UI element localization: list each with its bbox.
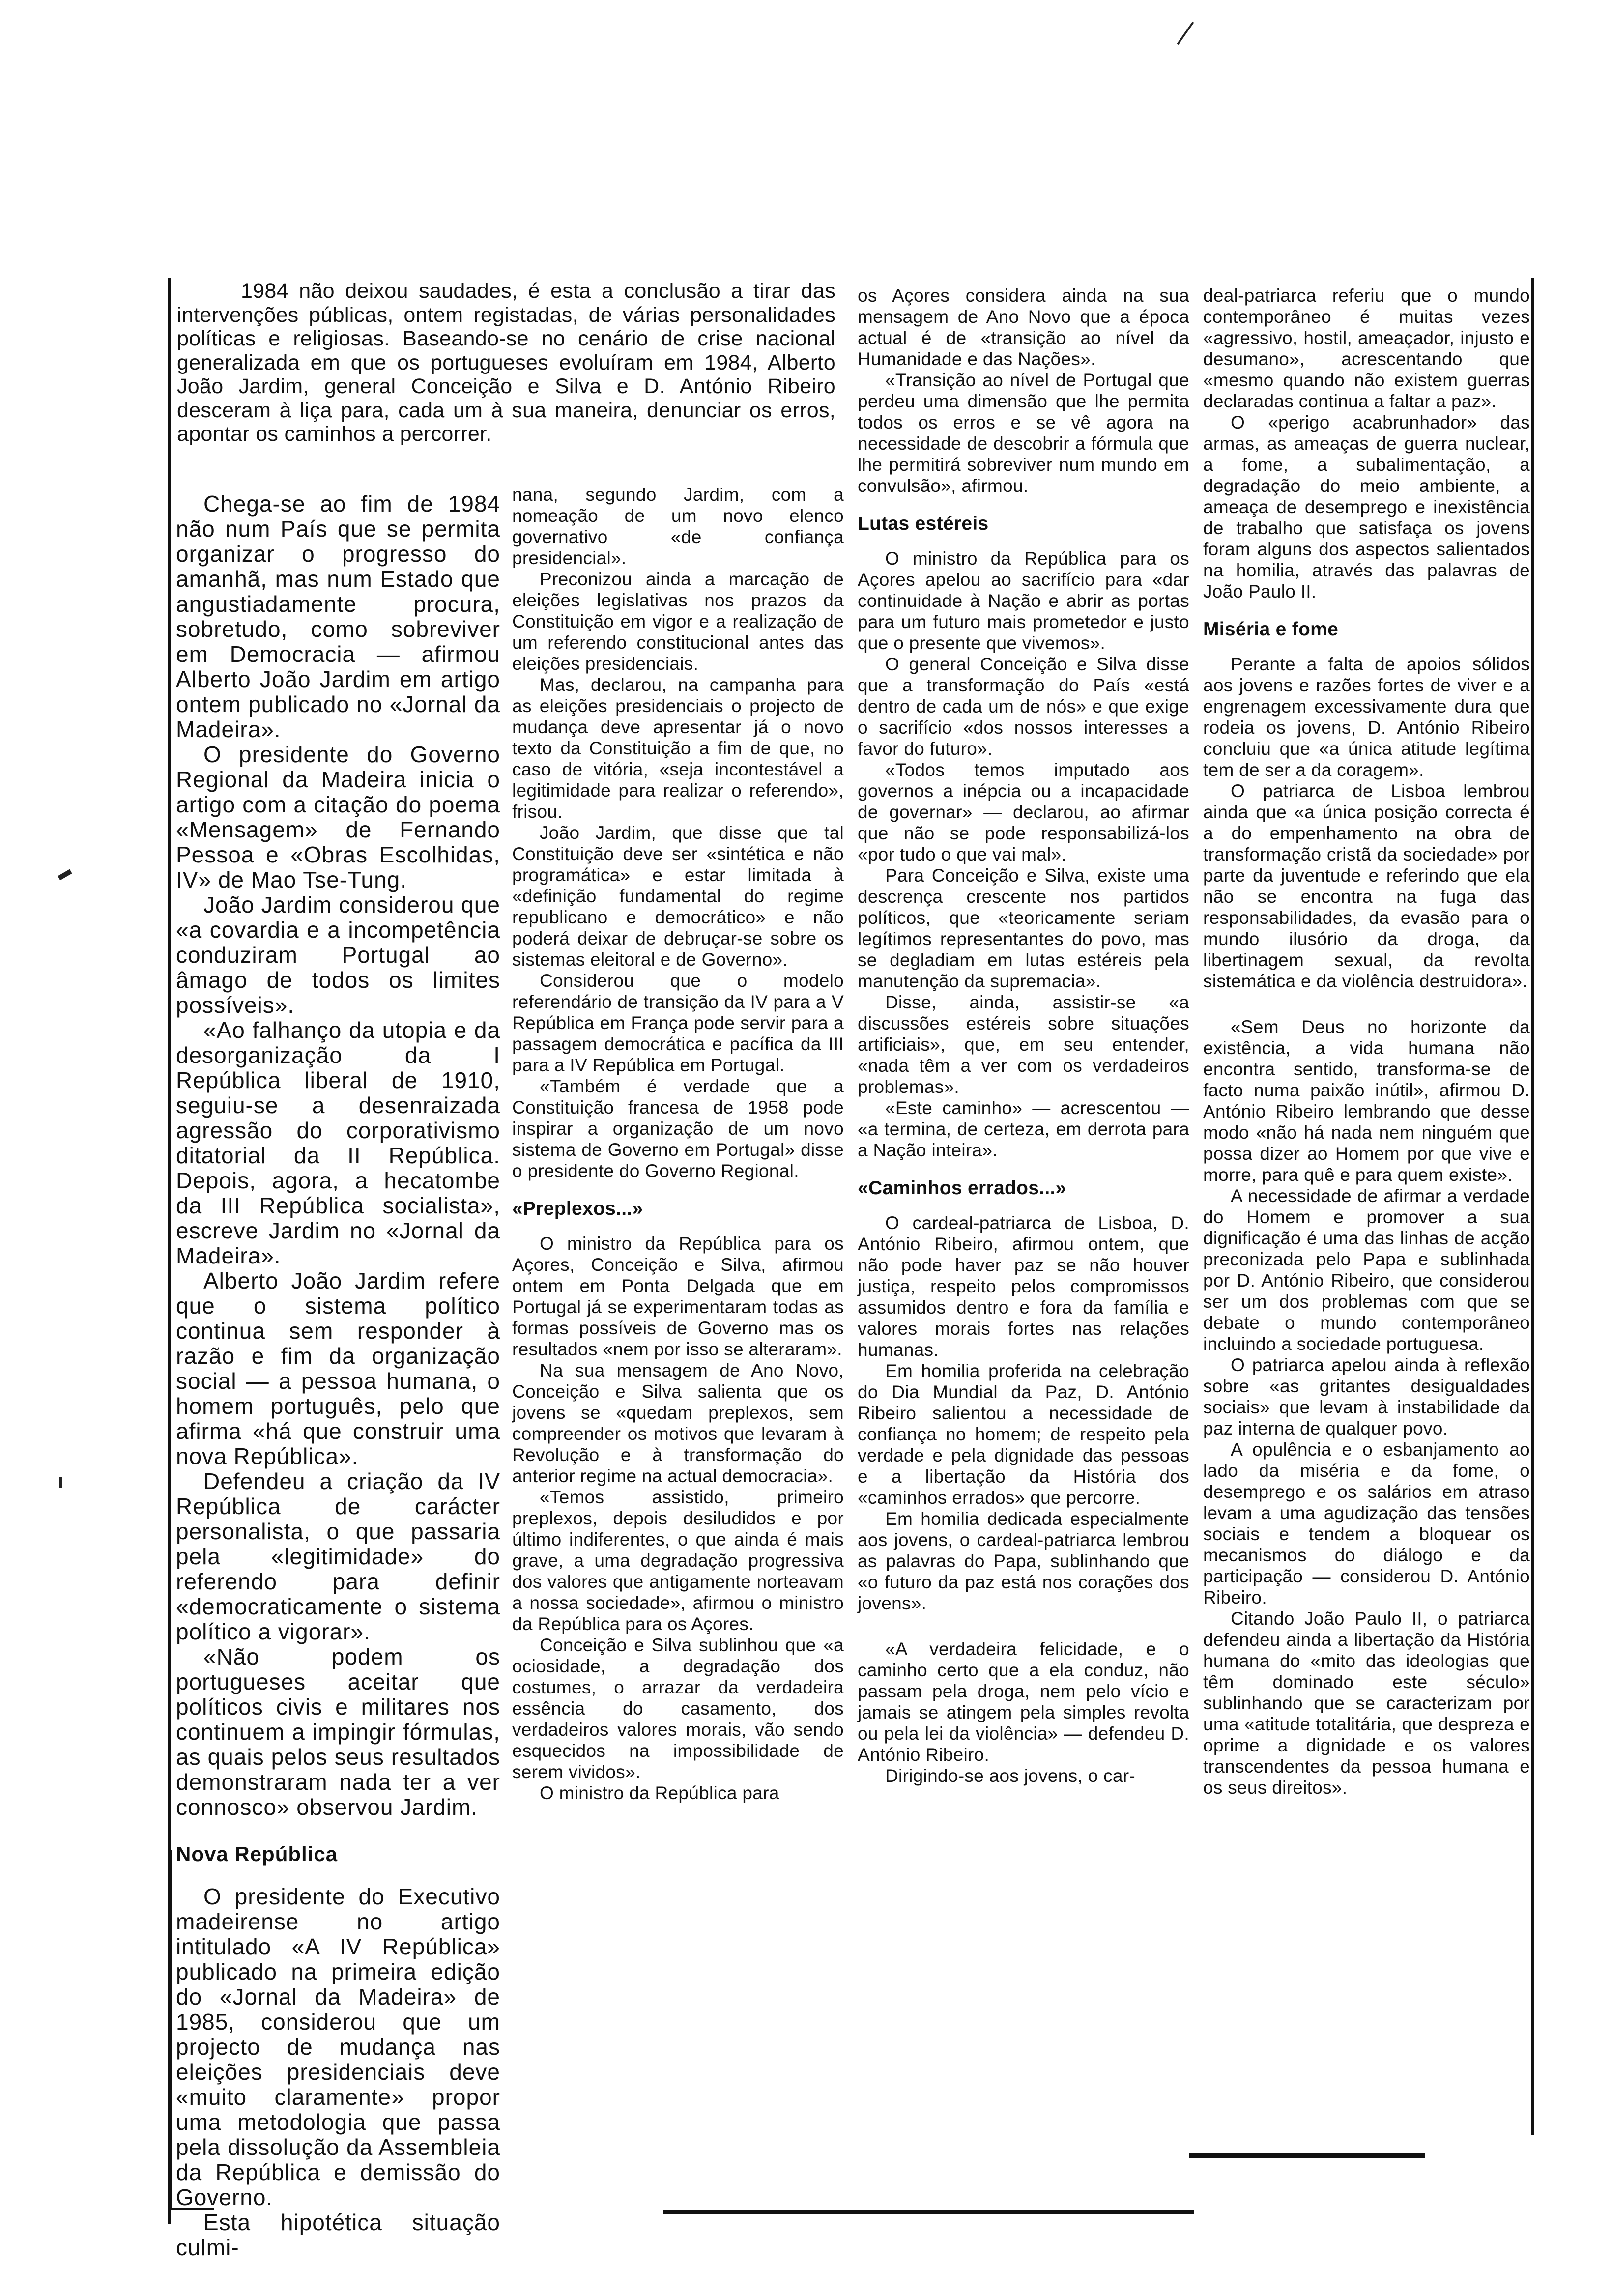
article-paragraph: Defendeu a criação da IV República de carácter personalista, o que passaria pela «legitimidade» do referendo para definir «democraticamente o sistema político a vigorar».	[176, 1468, 500, 1644]
article-paragraph: Esta hipotética situação culmi-	[176, 2210, 500, 2260]
article-paragraph: O ministro da República para	[540, 1783, 779, 1803]
article-paragraph: «Temos assistido, primeiro preplexos, depois desiludidos e por último indiferentes, o que ainda é mais grave, a uma degradação progressiva dos valores que antigamente norteavam a nossa sociedade», afirmou o ministro da República para os Açores.	[512, 1487, 844, 1634]
article-paragraph: «Ao falhanço da utopia e da desorganização da I República liberal de 1910, seguiu-se a desenraizada agressão do corporativismo ditatorial da II República. Depois, agora, a hecatombe da III República socialista», escreve Jardim no «Jornal da Madeira».	[176, 1017, 500, 1268]
article-paragraph: Conceição e Silva sublinhou que «a ociosidade, a degradação dos costumes, o arrazar da verdadeira essência do casamento, dos verdadeiros valores morais, vão sendo esquecidos na impossibilidade de serem vividos».	[512, 1635, 844, 1782]
section-heading: «Preplexos...»	[512, 1198, 643, 1219]
article-paragraph: deal-patriarca referiu que o mundo contemporâneo é muitas vezes «agressivo, hostil, ameaçador, injusto e desumano», acrescentando que «mesmo quando não existem guerras declaradas continua a faltar a paz».	[1203, 286, 1530, 411]
article-paragraph: Em homilia proferida na celebração do Dia Mundial da Paz, D. António Ribeiro salientou a necessidade de confiança no homem; de respeito pela verdade e pela dignidade das pessoas e a libertação da História dos «caminhos errados» que percorre.	[858, 1361, 1189, 1508]
article-paragraph: nana, segundo Jardim, com a nomeação de um novo elenco governativo «de confiança presidencial».	[512, 485, 844, 568]
article-paragraph: os Açores considera ainda na sua mensagem de Ano Novo que a época actual é de «transição ao nível da Humanidade e das Nações».	[858, 286, 1189, 369]
article-lead: 1984 não deixou saudades, é esta a conclusão a tirar das intervenções públicas, ontem registadas, de várias personalidades políticas e religiosas. Baseando-se no cenário de crise nacional generalizada em que os portugueses evoluíram em 1984, Alberto João Jardim, general Conceição e Silva e D. António Ribeiro desceram à liça para, cada um à sua maneira, denunciar os erros, apontar os caminhos a percorrer.	[177, 279, 835, 446]
column-2	[512, 484, 844, 1804]
article-paragraph: «Transição ao nível de Portugal que perdeu uma dimensão que lhe permita todos os erros e se vê agora na necessidade de descobrir a fórmula que lhe permitirá sobreviver num mundo em convulsão», afirmou.	[858, 370, 1189, 496]
article-paragraph: O patriarca apelou ainda à reflexão sobre «as gritantes desigualdades sociais» que levam à instabilidade da paz interna de qualquer povo.	[1203, 1355, 1530, 1438]
article-paragraph: Para Conceição e Silva, existe uma descrença crescente nos partidos políticos, que «teoricamente seriam legítimos representantes do povo, mas se degladiam em lutas estéreis pela manutenção da supremacia».	[858, 865, 1189, 991]
article-paragraph: João Jardim, que disse que tal Constituição deve ser «sintética e não programática» e estar limitada à «definição fundamental do regime republicano e democrático» e não poderá deixar de debruçar-se sobre os sistemas eleitoral e de Governo».	[512, 823, 844, 970]
column-4	[1203, 285, 1530, 1798]
section-heading: «Caminhos errados...»	[858, 1177, 1066, 1199]
article-paragraph: O cardeal-patriarca de Lisboa, D. António Ribeiro, afirmou ontem, que não pode haver paz se não houver justiça, respeito pelos compromissos assumidos dentro e fora da família e valores morais fortes nas relações humanas.	[858, 1213, 1189, 1360]
article-paragraph: «Não podem os portugueses aceitar que políticos civis e militares nos continuem a impingir fórmulas, as quais pelos seus resultados demonstraram nada ter a ver connosco» observou Jardim.	[176, 1644, 500, 1820]
stray-mark-top-right	[1177, 22, 1194, 45]
stray-mark-left-margin	[58, 869, 72, 881]
article-paragraph: Disse, ainda, assistir-se «a discussões estéreis sobre situações artificiais», que, em seu entender, «nada têm a ver com os verdadeiros problemas».	[858, 992, 1189, 1097]
column-four-right-border	[1531, 278, 1534, 2135]
article-paragraph: «Este caminho» — acrescentou — «a termina, de certeza, em derrota para a Nação inteira».	[858, 1098, 1189, 1160]
article-paragraph: Citando João Paulo II, o patriarca defendeu ainda a libertação da História humana do «mito das ideologias que têm dominado este século» sublinhando que se caracterizam por uma «atitude totalitária, que despreza e oprime a dignidade e os valores transcendentes da pessoa humana e os seus direitos».	[1203, 1608, 1530, 1798]
article-paragraph: A necessidade de afirmar a verdade do Homem e promover a sua dignificação é uma das linhas de acção preconizada pelo Papa e sublinhada por D. António Ribeiro, que considerou ser um dos problemas com que se debate o mundo contemporâneo incluindo a sociedade portuguesa.	[1203, 1186, 1530, 1354]
column-3	[858, 285, 1189, 1786]
bottom-rule-middle	[663, 2210, 1194, 2214]
article-paragraph: Em homilia dedicada especialmente aos jovens, o cardeal-patriarca lembrou as palavras do Papa, sublinhando que «o futuro da paz está nos corações dos jovens».	[858, 1509, 1189, 1613]
article-paragraph: Dirigindo-se aos jovens, o car-	[885, 1766, 1136, 1786]
article-paragraph: Na sua mensagem de Ano Novo, Conceição e Silva salienta que os jovens se «quedam preplexos, sem compreender os motivos que levaram à Revolução e à transformação do anterior regime na actual democracia».	[512, 1360, 844, 1486]
article-paragraph: Alberto João Jardim refere que o sistema político continua sem responder à razão e fim da organização social — a pessoa humana, o homem português, pelo que afirma «há que construir uma nova República».	[176, 1268, 500, 1469]
section-heading: Miséria e fome	[1203, 619, 1339, 640]
section-heading: Lutas estéreis	[858, 513, 989, 534]
article-paragraph: O ministro da República para os Açores apelou ao sacrifício para «dar continuidade à Nação e abrir as portas para um futuro mais prometedor e justo que o presente que vivemos».	[858, 548, 1189, 653]
article-paragraph: A opulência e o esbanjamento ao lado da miséria e da fome, o desemprego e os salários em atraso levam a uma agudização das tensões sociais e tendem a bloquear os mecanismos do diálogo e da participação — considerou D. António Ribeiro.	[1203, 1439, 1530, 1607]
article-paragraph: «A verdadeira felicidade, e o caminho certo que a ela conduz, não passam pela droga, nem pelo vício e jamais se atingem pela simples revolta ou pela lei da violência» — defendeu D. António Ribeiro.	[858, 1639, 1189, 1765]
section-heading: Nova República	[176, 1842, 338, 1866]
article-paragraph: O presidente do Governo Regional da Madeira inicia o artigo com a citação do poema «Mensagem» de Fernando Pessoa e «Obras Escolhidas, IV» de Mao Tse-Tung.	[176, 742, 500, 892]
article-paragraph: «Também é verdade que a Constituição francesa de 1958 pode inspirar a organização de um novo sistema de Governo em Portugal» disse o presidente do Governo Regional.	[512, 1076, 844, 1181]
article-paragraph: O ministro da República para os Açores, Conceição e Silva, afirmou ontem em Ponta Delgada que em Portugal já se experimentaram todas as formas possíveis de Governo mas os resultados «nem por isso se alteraram».	[512, 1234, 844, 1359]
article-paragraph: O general Conceição e Silva disse que a transformação do País «está dentro de cada um de nós» e que exige o sacrifício «dos nossos interesses a favor do futuro».	[858, 654, 1189, 759]
article-paragraph: Preconizou ainda a marcação de eleições legislativas nos prazos da Constituição em vigor e a realização de um referendo constitucional antes das eleições presidenciais.	[512, 569, 844, 674]
stray-mark-left-margin-2	[59, 1477, 62, 1488]
column-1	[176, 491, 500, 2260]
article-paragraph: O presidente do Executivo madeirense no artigo intitulado «A IV República» publicado na primeira edição do «Jornal da Madeira» de 1985, considerou que um projecto de mudança nas eleições presidenciais deve «muito claramente» propor uma metodologia que passa pela dissolução da Assembleia da República e demissão do Governo.	[176, 1884, 500, 2210]
bottom-rule-right	[1189, 2153, 1425, 2158]
article-paragraph: O patriarca de Lisboa lembrou ainda que «a única posição correcta é a do empenhamento na obra de transformação cristã da sociedade» por parte da juventude e referindo que ela não se encontra na fuga das responsabilidades, da evasão para o mundo ilusório da droga, da libertinagem sexual, da revolta sistemática e da violência destruidora».	[1203, 781, 1530, 991]
article-paragraph: «Todos temos imputado aos governos a inépcia ou a incapacidade de governar» — declarou, ao afirmar que não se pode responsabilizá-los «por tudo o que vai mal».	[858, 760, 1189, 864]
article-paragraph: Chega-se ao fim de 1984 não num País que se permita organizar o progresso do amanhã, mas num Estado que angustiadamente procura, sobretudo, como sobreviver em Democracia — afirmou Alberto João Jardim em artigo ontem publicado no «Jornal da Madeira».	[176, 491, 500, 742]
article-paragraph: Mas, declarou, na campanha para as eleições presidenciais o projecto de mudança deve apresentar já o novo texto da Constituição a fim de que, no caso de vitória, «seja incontestável a legitimidade para realizar o referendo», frisou.	[512, 675, 844, 822]
article-paragraph: João Jardim considerou que «a covardia e a incompetência conduziram Portugal ao âmago de todos os limites possíveis».	[176, 892, 500, 1018]
box-nova-republica-left-border	[170, 1850, 172, 2209]
article-paragraph: O «perigo acabrunhador» das armas, as ameaças de guerra nuclear, a fome, a subalimentação, a degradação do meio ambiente, a ameaça de desemprego e inexistência de trabalho que satisfaça os jovens foram alguns dos aspectos salientados na homilia, através das palavras de João Paulo II.	[1203, 412, 1530, 602]
article-paragraph: Considerou que o modelo referendário de transição da IV para a V República em França pode servir para a passagem democrática e pacífica da III para a IV República em Portugal.	[512, 971, 844, 1075]
article-paragraph: Perante a falta de apoios sólidos aos jovens e razões fortes de viver e a engrenagem excessivamente dura que rodeia os jovens, D. António Ribeiro concluiu que «a única atitude legítima tem de ser a da coragem».	[1203, 654, 1530, 780]
article-paragraph: «Sem Deus no horizonte da existência, a vida humana não encontra sentido, transforma-se de facto numa paixão inútil», afirmou D. António Ribeiro lembrando que desse modo «não há nada nem ninguém que possa dizer ao Homem por que vive e morre, para quê e para quem existe».	[1203, 1017, 1530, 1185]
